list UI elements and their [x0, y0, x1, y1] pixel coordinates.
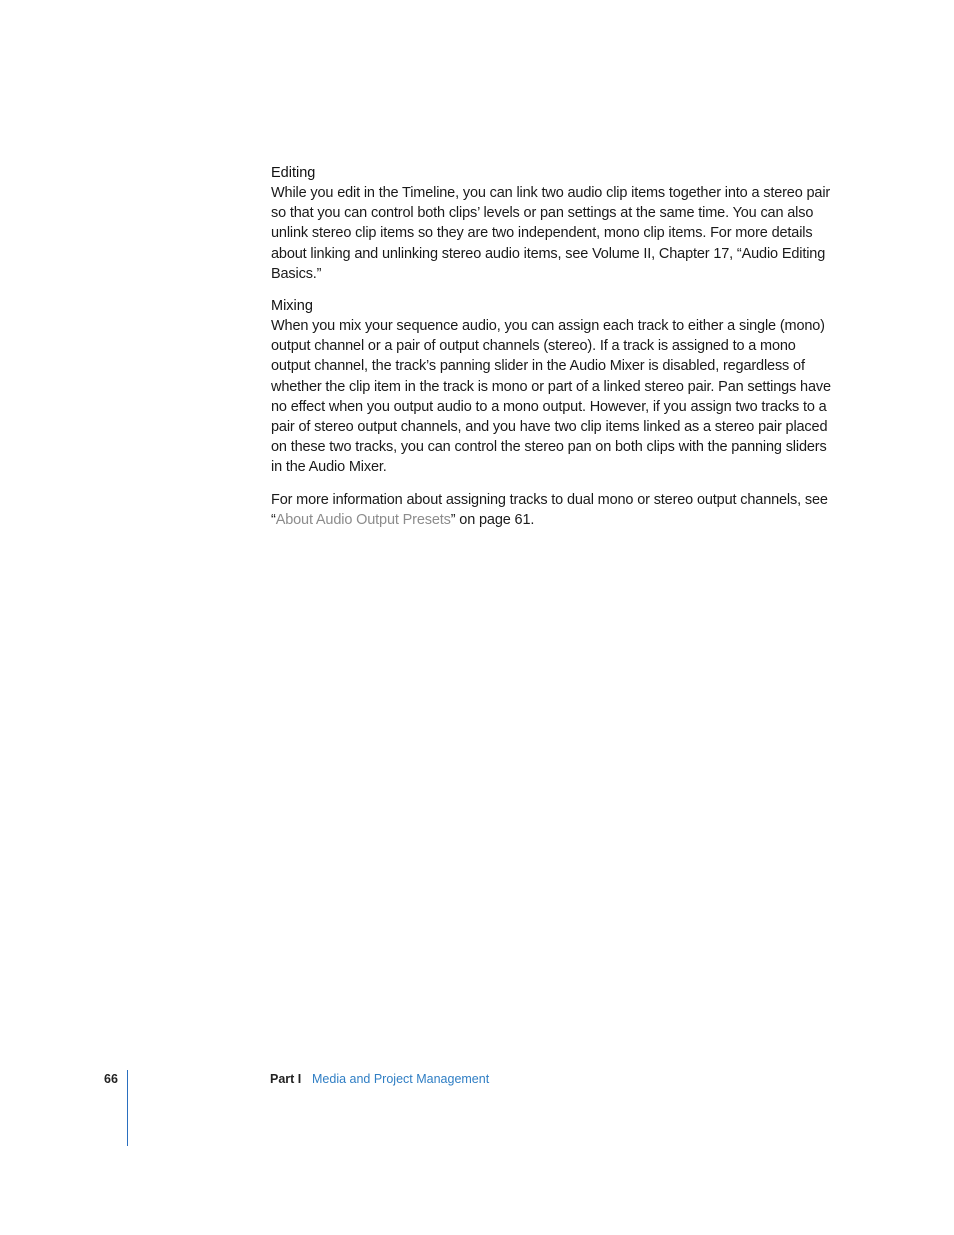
section-heading-editing: Editing [271, 165, 316, 181]
footer-part-title[interactable]: Media and Project Management [312, 1072, 490, 1086]
page-number: 66 [104, 1072, 118, 1086]
footer-divider [127, 1070, 128, 1146]
mixing-paragraph: When you mix your sequence audio, you can assign each track to either a single (mono) output channel or a pair of output channels (stereo). If a track is assigned to a mono output channel, the track’s panning slider in the Audio Mixer is disabled, regardless of whether the clip item in the track is mono or part of a linked stereo pair. Pan settings have no effect when you output audio to a mono output. However, if you assign two tracks to a pair of stereo output channels, and you have two clip items linked as a stereo pair placed on these two tracks, you can control the stereo pan on both clips with the panning sliders in the Audio Mixer. [271, 318, 831, 476]
more-info-prefix: For more information about assigning tracks to dual mono or stereo output channels, see “ [271, 491, 828, 528]
about-audio-output-presets-link[interactable]: About Audio Output Presets [275, 511, 451, 528]
editing-paragraph: While you edit in the Timeline, you can link two audio clip items together into a stereo pair so that you can control both clips’ levels or pan settings at the same time. You can also unlink stereo clip items so they are two independent, mono clip items. For more details about linking and unlinking stereo audio items, see Volume II, Chapter 17, “Audio Editing Basics.” [271, 185, 831, 282]
more-info-paragraph [271, 490, 831, 530]
section-heading-mixing: Mixing [271, 298, 313, 315]
footer-part-label: Part I [270, 1072, 302, 1086]
more-info-suffix: ” on page 61. [450, 511, 535, 528]
main-content [271, 163, 831, 530]
